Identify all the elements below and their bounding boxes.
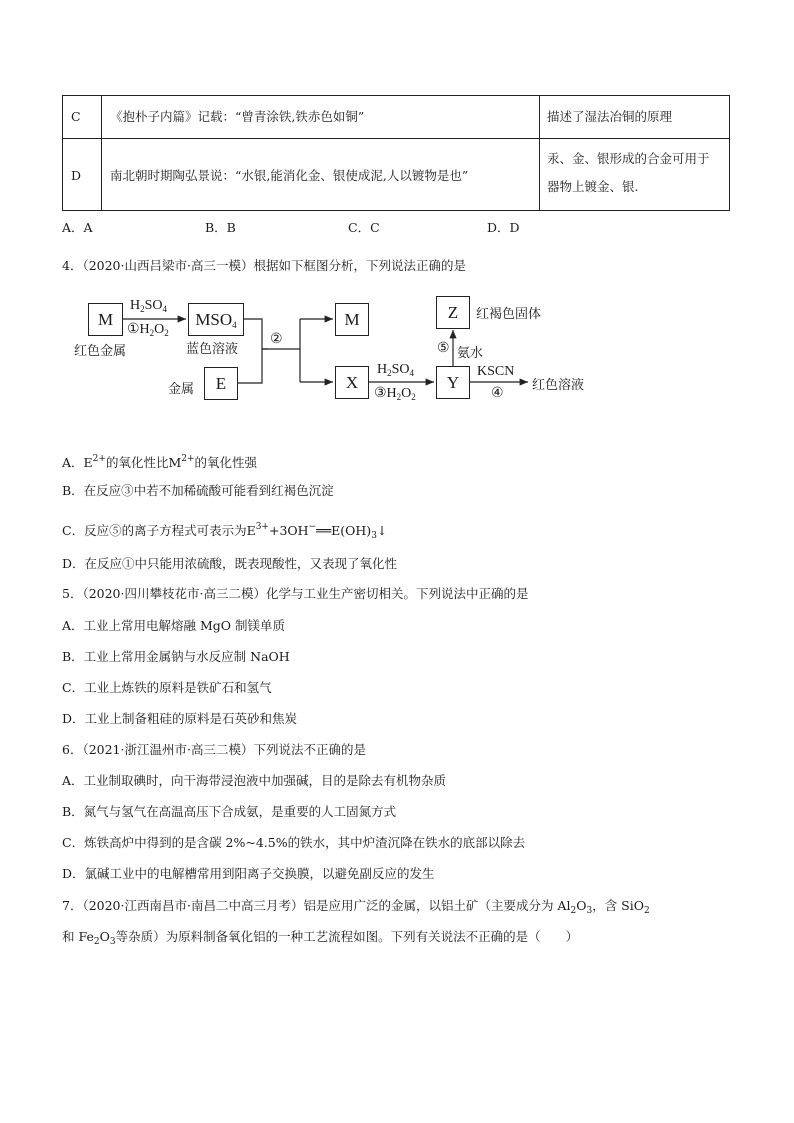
box-mso4-sub: 4: [232, 320, 237, 330]
q6-option-c: C．炼铁高炉中得到的是含碳 2%~4.5%的铁水，其中炉渣沉降在铁水的底部以除去: [62, 835, 526, 850]
q6-option-b: B．氮气与氢气在高温高压下合成氨，是重要的人工固氮方式: [62, 804, 397, 819]
arrow3-reagent-bottom: $③H_2O_2$: [374, 386, 416, 402]
arrow1-reagent-top: $H_2SO_4$: [130, 298, 168, 314]
table-row-c-letter: C: [71, 109, 81, 124]
box-x: X: [335, 366, 369, 399]
arrow3-reagent-top: $H_2SO_4$: [377, 362, 415, 378]
q5-stem: 5．（2020·四川攀枝花市·高三二模）化学与工业生产密切相关。下列说法中正确的是: [62, 586, 529, 601]
q4-option-d: D．在反应①中只能用浓硫酸，既表现酸性，又表现了氧化性: [62, 556, 398, 571]
red-solution-caption: 红色溶液: [532, 378, 585, 393]
ammonia-label: 氨水: [457, 346, 484, 361]
box-mso4: [188, 303, 244, 336]
arrow1-reagent-bottom: $①H_2O_2$: [127, 322, 169, 338]
table-row-d-letter: D: [71, 168, 82, 183]
q7-stem-line1: 7．（2020·江西南昌市·南昌二中高三月考）铝是应用广泛的金属，以铝土矿（主要成分为 $Al_2O_3$，含 SiO$_2$: [62, 898, 650, 916]
q3-option-d: D．D: [487, 220, 520, 235]
table-row-d-desc-line1: 汞、金、银形成的合金可用于: [547, 151, 710, 166]
box-z: Z: [436, 296, 470, 329]
z-caption: 红褐色固体: [476, 307, 542, 322]
step2-label: ②: [270, 332, 283, 347]
q3-option-c: C．C: [348, 220, 380, 235]
q4-stem: 4．（2020·山西吕梁市·高三一模）根据如下框图分析，下列说法正确的是: [62, 258, 466, 273]
box-m-product: M: [335, 303, 369, 336]
box-e: E: [204, 367, 238, 400]
kscn-label: KSCN: [477, 364, 515, 379]
table-row-c-content: 《抱朴子内篇》记载：“曾青涂铁,铁赤色如铜”: [110, 109, 365, 124]
q4-option-b: B．在反应③中若不加稀硫酸可能看到红褐色沉淀: [62, 483, 334, 498]
e-caption: 金属: [168, 382, 195, 397]
step5-label: ⑤: [437, 341, 450, 356]
q5-option-a: A．工业上常用电解熔融 MgO 制镁单质: [62, 618, 286, 633]
q6-stem: 6．（2021·浙江温州市·高三二模）下列说法不正确的是: [62, 742, 366, 757]
box-mso4-text: MSO: [195, 310, 233, 329]
q4-option-a: A．$E^{2+}$的氧化性比$M^{2+}$的氧化性强: [62, 454, 258, 470]
table-row-d-content: 南北朝时期陶弘景说：“水银,能消化金、银使成泥,人以镀物是也”: [110, 168, 469, 183]
box-y: Y: [436, 366, 470, 399]
q5-option-d: D．工业上制备粗硅的原料是石英砂和焦炭: [62, 711, 298, 726]
table-row-c-desc: 描述了湿法冶铜的原理: [547, 109, 673, 124]
step4-label: ④: [491, 386, 504, 401]
q5-option-b: B．工业上常用金属钠与水反应制 NaOH: [62, 649, 290, 664]
box-m: M: [88, 303, 123, 336]
q6-option-d: D．氯碱工业中的电解槽常用到阳离子交换膜，以避免副反应的发生: [62, 866, 435, 881]
q3-option-b: B．B: [205, 220, 236, 235]
table-row-d-desc-line2: 器物上镀金、银.: [547, 179, 639, 194]
q4-option-c: C．反应⑤的离子方程式可表示为$E^{3+}+3OH^-══E(OH)_3↓$: [62, 522, 388, 541]
q7-stem-line2: 和 $Fe_2O_3$等杂质）为原料制备氧化铝的一种工艺流程如图。下列有关说法不正确的是（ ）: [62, 929, 579, 947]
q6-option-a: A．工业制取碘时，向干海带浸泡液中加强碱，目的是除去有机物杂质: [62, 773, 447, 788]
m-caption: 红色金属: [74, 344, 127, 359]
q3-option-a: A．A: [62, 220, 93, 235]
q5-option-c: C．工业上炼铁的原料是铁矿石和氢气: [62, 680, 272, 695]
mso4-caption: 蓝色溶液: [186, 342, 239, 357]
